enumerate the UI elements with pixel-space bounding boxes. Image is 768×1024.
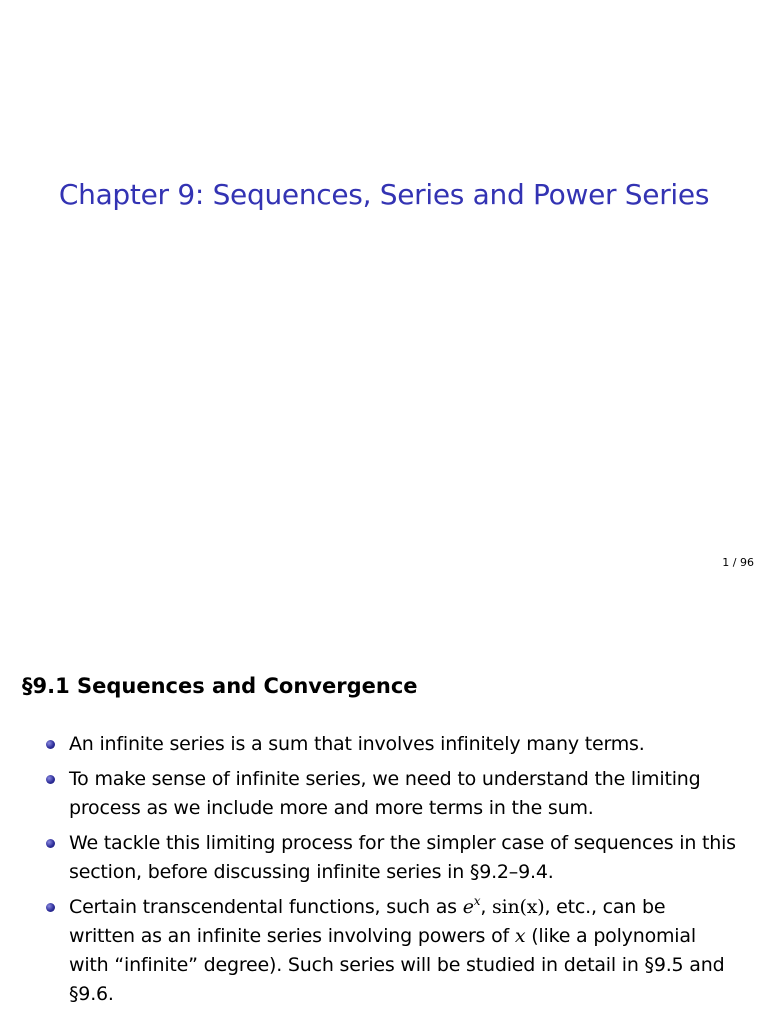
bullet-text: We tackle this limiting process for the simpler case of sequences in this section, before discussing infinite series in §9.2–9.4. (69, 832, 736, 883)
bullet-icon (46, 775, 55, 784)
math-sin-arg: (x) (519, 896, 545, 918)
bullet-icon (46, 839, 55, 848)
math-e: e (462, 896, 474, 918)
bullet-item (46, 893, 736, 1009)
chapter-title: Chapter 9: Sequences, Series and Power Series (58, 178, 710, 211)
bullet-icon (46, 903, 55, 912)
bullet-text-part: (like a polynomial with “infinite” degree). Such series will be studied in detail in §9.5 and §9.6. (69, 925, 725, 1005)
bullet-list (46, 730, 736, 1015)
bullet-text-part: Certain transcendental functions, such as (69, 896, 463, 918)
bullet-item (46, 829, 736, 887)
slide-2 (0, 588, 768, 1024)
math-sin: sin (492, 896, 520, 918)
bullet-item (46, 765, 736, 823)
math-exponent: x (473, 894, 481, 908)
bullet-text-part: , (480, 896, 493, 918)
frame-title: §9.1 Sequences and Convergence (22, 674, 418, 698)
bullet-item (46, 730, 736, 759)
page-number: 1 / 96 (722, 556, 754, 569)
math-x: x (514, 925, 526, 947)
bullet-text: An infinite series is a sum that involves infinitely many terms. (69, 733, 645, 755)
bullet-icon (46, 740, 55, 749)
bullet-text-part: , etc., can be written as an infinite series involving powers of (69, 896, 666, 947)
bullet-text: To make sense of infinite series, we need to understand the limiting process as we include more and more terms in the sum. (69, 768, 701, 819)
